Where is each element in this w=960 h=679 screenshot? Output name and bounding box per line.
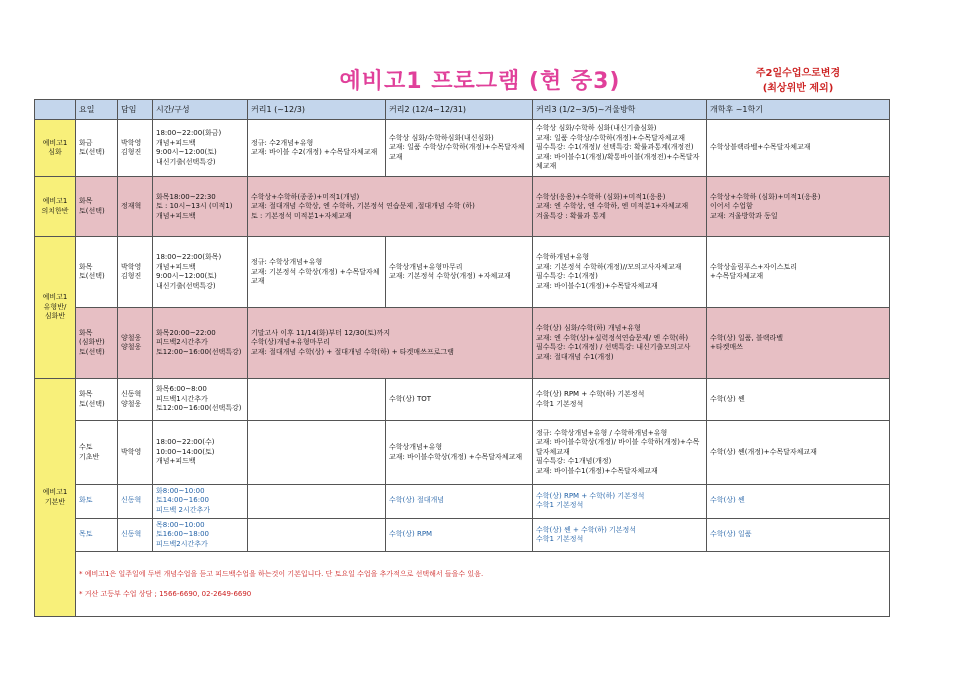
curriculum2-cell: 수학상 심화/수학하심화(내신심화) 교재: 일품 수학상/수학하(개정)+수목달자체교재 — [386, 120, 533, 177]
curriculum3-cell: 수학상(응용)+수학하 (심화)+미적1(응용) 교재: 엔 수학상, 엔 수학하, 엔 미적분1+자체교재 겨울특강 : 확률과 통계 — [533, 177, 707, 237]
after-school-cell: 수학(상) 쎈 — [707, 379, 890, 421]
day-cell: 화목 토(선택) — [76, 379, 118, 421]
curriculum3-cell: 수학(상) RPM + 수학(하) 기본정석 수학1 기본정석 — [533, 379, 707, 421]
curriculum3-cell: 수학(상) 쎈 + 수학(하) 기본정석 수학1 기본정석 — [533, 518, 707, 552]
curriculum1-cell — [248, 421, 386, 484]
table-row — [35, 518, 890, 552]
category-advanced: 예비고1 심화 — [35, 120, 76, 177]
day-cell: 화금 토(선택) — [76, 120, 118, 177]
after-school-cell: 수학상올림푸스+자이스토리 +수목달자체교재 — [707, 237, 890, 308]
curriculum2-cell: 수학상개념+유형 교재: 바이블수학상(개정) +수목달자체교재 — [386, 421, 533, 484]
curriculum1-cell: 정규: 수학상개념+유형 교재: 기본정석 수학상(개정) +수목달자체교재 — [248, 237, 386, 308]
category-medical: 예비고1 의치한반 — [35, 177, 76, 237]
header-curriculum-3: 커리3 (1/2~3/5)~겨울방학 — [533, 100, 707, 120]
notes-cell — [76, 552, 890, 617]
header-blank — [35, 100, 76, 120]
curriculum3-cell: 수학(상) RPM + 수학(하) 기본정석 수학1 기본정석 — [533, 484, 707, 518]
note-line: * 거산 고등부 수업 상담 ; 1566-6690, 02-2649-6690 — [79, 589, 252, 598]
table-row — [35, 308, 890, 379]
curriculum12-cell: 수학상+수학하(종종)+미적1(개념) 교재: 절대개념 수학상, 엔 수학하, 기본정석 연습문제 ,절대개념 수학 (하) 토 : 기본정석 미적분1+자체교재 — [248, 177, 533, 237]
table-row — [35, 120, 890, 177]
curriculum1-cell — [248, 518, 386, 552]
table-row — [35, 237, 890, 308]
header-teacher: 담임 — [118, 100, 153, 120]
teacher-cell: 정재혁 — [118, 177, 153, 237]
program-table — [34, 99, 890, 617]
day-cell: 수토 기초반 — [76, 421, 118, 484]
after-school-cell: 수학(상) 쎈(개정)+수목달자체교재 — [707, 421, 890, 484]
curriculum1-cell — [248, 379, 386, 421]
teacher-cell: 신동혁 — [118, 484, 153, 518]
schedule-change-line: 주2일수업으로변경 — [755, 68, 841, 79]
notes-row — [35, 552, 890, 617]
curriculum3-cell: 수학(상) 심화/수학(하) 개념+유형 교재: 엔 수학(상)+실력정석연습문제/ 엔 수학(하) 필수특강: 수1(개정) / 선택특강: 내신기출모의고사 교재: 절대개념 수1(개정) — [533, 308, 707, 379]
table-row — [35, 379, 890, 421]
time-cell: 18:00~22:00(수) 10:00~14:00(토) 개념+피드백 — [153, 421, 248, 484]
table-row — [35, 484, 890, 518]
teacher-cell: 박학영 김형진 — [118, 237, 153, 308]
curriculum3-cell: 수학상 심화/수학하 심화(내신기출심화) 교재: 일품 수학상/수학하(개정)+수목달자체교재 필수특강: 수1(개정)/ 선택특강: 확률과통계(개정전) 교재: 바이블수1(개정)/확통바이블(개정전)+수목달자체교재 — [533, 120, 707, 177]
header-after-school: 개학후 ~1학기 — [707, 100, 890, 120]
after-school-cell: 수학(상) 쎈 — [707, 484, 890, 518]
table-row — [35, 421, 890, 484]
after-school-cell: 수학(상) 일품 — [707, 518, 890, 552]
header-row — [35, 100, 890, 120]
after-school-cell: 수학상+수학하 (심화)+미적1(응용) 이어서 수업함 교재: 겨울방학과 동일 — [707, 177, 890, 237]
schedule-change-note — [708, 66, 888, 96]
category-type-advanced: 예비고1 유형반/ 심화반 — [35, 237, 76, 379]
header-time: 시간/구성 — [153, 100, 248, 120]
teacher-cell: 박학영 김형진 — [118, 120, 153, 177]
curriculum2-cell: 수학상개념+유형마무리 교재: 기본정석 수학상(개정) +자체교재 — [386, 237, 533, 308]
schedule-change-subline: (최상위반 제외) — [762, 83, 834, 94]
time-cell: 화목20:00~22:00 피드백2시간추가 토12:00~16:00(선택특강) — [153, 308, 248, 379]
header-curriculum-1: 커리1 (~12/3) — [248, 100, 386, 120]
time-cell: 화8:00~10:00 토14:00~16:00 피드백 2시간추가 — [153, 484, 248, 518]
page-title: 예비고1 프로그램 (현 중3) — [339, 69, 621, 94]
day-cell: 목토 — [76, 518, 118, 552]
curriculum2-cell: 수학(상) 절대개념 — [386, 484, 533, 518]
teacher-cell: 신동혁 양철웅 — [118, 379, 153, 421]
day-cell: 화목 토(선택) — [76, 177, 118, 237]
table-row — [35, 177, 890, 237]
day-cell: 화목 (심화반) 토(선택) — [76, 308, 118, 379]
time-cell: 18:00~22:00(화목) 개념+피드백 9:00시~12:00(토) 내신기출(선택특강) — [153, 237, 248, 308]
time-cell: 18:00~22:00(화금) 개념+피드백 9:00시~12:00(토) 내신기출(선택특강) — [153, 120, 248, 177]
after-school-cell: 수학상블랙라벨+수목달자체교재 — [707, 120, 890, 177]
time-cell: 목8:00~10:00 토16:00~18:00 피드백2시간추가 — [153, 518, 248, 552]
header-day: 요일 — [76, 100, 118, 120]
teacher-cell: 박학영 — [118, 421, 153, 484]
after-school-cell: 수학(상) 일품, 블랙라벨 +타켓매쓰 — [707, 308, 890, 379]
day-cell: 화토 — [76, 484, 118, 518]
time-cell: 화목18:00~22:30 토 : 10시~13시 (미적1) 개념+피드백 — [153, 177, 248, 237]
note-line: * 예비고1은 일주일에 두번 개념수업을 듣고 피드백수업을 하는것이 기본입니다. 단 토요일 수업을 추가적으로 선택해서 들을수 있음. — [79, 570, 484, 579]
curriculum12-cell: 기말고사 이후 11/14(화)부터 12/30(토)까지 수학(상)개념+유형마무리 교재: 절대개념 수학(상) + 절대개념 수학(하) + 타겟매쓰프로그램 — [248, 308, 533, 379]
curriculum2-cell: 수학(상) TOT — [386, 379, 533, 421]
category-basic: 예비고1 기본반 — [35, 379, 76, 617]
teacher-cell: 양철웅 양철웅 — [118, 308, 153, 379]
curriculum3-cell: 정규: 수학상개념+유형 / 수학하개념+유형 교재: 바이블수학상(개정)/ 바이블 수학하(개정)+수목달자체교재 필수특강: 수1개념(개정) 교재: 바이블수1(개정)+수목달자체교재 — [533, 421, 707, 484]
curriculum3-cell: 수학하개념+유형 교재: 기본정석 수학하(개정)//모의고사자체교재 필수특강: 수1(개정) 교재: 바이블수1(개정)+수목달자체교재 — [533, 237, 707, 308]
time-cell: 화목6:00~8:00 피드백1시간추가 토12:00~16:00(선택특강) — [153, 379, 248, 421]
curriculum1-cell — [248, 484, 386, 518]
header-curriculum-2: 커리2 (12/4~12/31) — [386, 100, 533, 120]
curriculum1-cell: 정규: 수2개념+유형 교재: 바이블 수2(개정) +수목달자체교재 — [248, 120, 386, 177]
teacher-cell: 신동혁 — [118, 518, 153, 552]
curriculum2-cell: 수학(상) RPM — [386, 518, 533, 552]
day-cell: 화목 토(선택) — [76, 237, 118, 308]
